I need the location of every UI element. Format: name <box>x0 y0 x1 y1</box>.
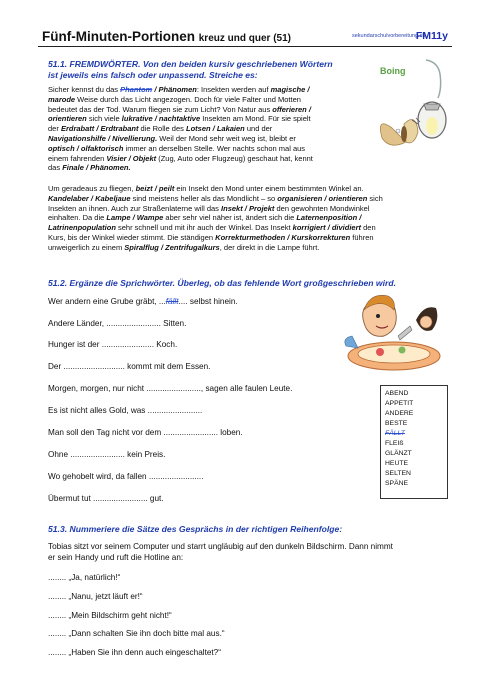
p1-line-7: optisch / olfaktorisch immer an derselben Stelle. Wer nachts schon mal aus <box>48 143 306 153</box>
p2-line-1: Um geradeaus zu fliegen, beizt / peilt ein Insekt den Mond unter einem bestimmten Winkel an. <box>48 184 364 193</box>
proverb-10: Übermut tut ........................ gut. <box>48 494 164 503</box>
intro-line-1: Tobias sitzt vor seinem Computer und starrt ungläubig auf den dunkeln Bildschirm. Dann nimmt <box>48 542 393 551</box>
dialog-line: ........ „Dann schalten Sie ihn doch bitte mal aus.“ <box>48 629 225 638</box>
worksheet-title <box>42 29 291 44</box>
word-bank-item: HEUTE <box>385 460 409 467</box>
p2-line-6: Kurs, bis der Winkel wieder stimmt. Die ständigen Korrekturmethoden / Kurskorrekturen führen <box>48 232 374 242</box>
worksheet-code: FM11y <box>415 30 448 42</box>
word-bank-item: GLÄNZT <box>385 450 412 457</box>
p2-line-2: Kandelaber / Kabeljaue sind meistens heller als das Mondlicht – so organisieren / orientieren sich <box>48 193 383 203</box>
section-3-intro <box>48 541 458 563</box>
section-1-paragraph-1 <box>48 85 370 173</box>
proverb-9: Wo gehobelt wird, da fallen ........................ <box>48 472 204 481</box>
word-bank-item: SPÄNE <box>385 480 409 487</box>
intro-line-2: er sein Handy und ruft die Hotline an: <box>48 553 184 562</box>
proverb-8: Ohne ........................ kein Preis. <box>48 450 166 459</box>
proverb-2: Andere Länder, ........................ Sitten. <box>48 319 187 328</box>
p1-line-2: marode Weise durch das Licht angezogen. Doch für viele Falter und Motten <box>48 94 301 104</box>
p1-line-3: bedeutet das der Tod. Warum fliegen sie zum Licht? Von Natur aus offerieren / <box>48 104 311 114</box>
p1-line-9: das Finale / Phänomen. <box>48 163 131 173</box>
illustration-label: Boing <box>380 66 406 76</box>
proverb-1-post: .... selbst hinein. <box>178 297 238 306</box>
word-bank-item: FLEIß <box>385 440 404 447</box>
dialog-line: ........ „Haben Sie ihn denn auch eingeschaltet?“ <box>48 648 221 657</box>
section-1-heading <box>48 59 378 80</box>
section-1-heading-line-2: ist jeweils eins falsch oder unpassend. Streiche es: <box>48 69 258 80</box>
moth-illustration <box>368 54 456 160</box>
dialog-line: ........ „Mein Bildschirm geht nicht!“ <box>48 611 172 620</box>
proverb-7: Man soll den Tag nicht vor dem ........................ loben. <box>48 428 243 437</box>
p1-line-1: Sicher kennst du das Phantom / Phänomen: Insekten werden auf magische / <box>48 85 310 94</box>
proverb-1 <box>48 297 238 307</box>
proverb-5: Morgen, morgen, nur nicht ........................, sagen alle faulen Leute. <box>48 384 293 393</box>
p2-line-4: einhalten. Da die Lampe / Wampe aber sehr viel näher ist, ändert sich die Laternenposition / <box>48 213 362 223</box>
worksheet-header <box>38 28 452 47</box>
section-1-paragraph-2 <box>48 184 458 253</box>
proverb-6: Es ist nicht alles Gold, was ........................ <box>48 406 203 415</box>
site-url: sekundarschulvorbereitung.ch <box>352 33 426 39</box>
p2-line-5: Latrinenpopulation sehr schnell und mit ihr auch der Winkel. Das Insekt korrigiert / dividiert den <box>48 223 376 233</box>
p1-line-8: einem fahrenden Visier / Objekt (Zug, Auto oder Flugzeug) geschaut hat, kennt <box>48 153 313 163</box>
word-bank-item: SELTEN <box>385 470 411 477</box>
word-bank-item: ANDERE <box>385 410 414 417</box>
p2-line-7: unweigerlich zu einem Spiralflug / Zentrifugalkurs, der direkt in die Lampe führt. <box>48 242 320 252</box>
section-1-heading-line-1: 51.1. FREMDWÖRTER. Von den beiden kursiv geschriebenen Wörtern <box>48 59 333 69</box>
title-subtitle: kreuz und quer (51) <box>198 33 291 44</box>
section-3-heading: 51.3. Nummeriere die Sätze des Gesprächs in der richtigen Reihenfolge: <box>48 524 343 534</box>
word-bank <box>380 385 448 499</box>
dialog-line: ........ „Nanu, jetzt läuft er!“ <box>48 592 143 601</box>
title-text: Fünf-Minuten-Portionen <box>42 29 195 44</box>
section-2-heading: 51.2. Ergänze die Sprichwörter. Überleg, ob das fehlende Wort großgeschrieben wird. <box>48 278 396 288</box>
p1-line-6: Navigationshilfe / Nivellierung. Weil der Mond sehr weit weg ist, bleibt er <box>48 133 296 143</box>
word-bank-item: APPETIT <box>385 400 414 407</box>
eating-illustration <box>336 290 444 376</box>
proverb-1-pre: Wer andern eine Grube gräbt, ... <box>48 297 166 306</box>
word-bank-item-struck: FÄLLT <box>385 430 405 437</box>
proverb-1-answer: fällt <box>165 297 179 306</box>
p1-line-4: orientieren sich viele lukrative / nachtaktive Insekten am Mond. Für sie spielt <box>48 114 311 124</box>
word-bank-item: BESTE <box>385 420 408 427</box>
proverb-3: Hunger ist der ....................... Koch. <box>48 340 178 349</box>
word-bank-item: ABEND <box>385 390 409 397</box>
dialog-line: ........ „Ja, natürlich!“ <box>48 573 121 582</box>
proverb-4: Der ........................... kommt mit dem Essen. <box>48 362 211 371</box>
p2-line-3: Insekten an ihnen. Auch zur Straßenlaterne will das Insekt / Projekt den gewohnten Mondwinkel <box>48 203 370 213</box>
p1-line-5: der Erdrabatt / Erdtrabant die Rolle des Lotsen / Lakaien und der <box>48 124 273 134</box>
